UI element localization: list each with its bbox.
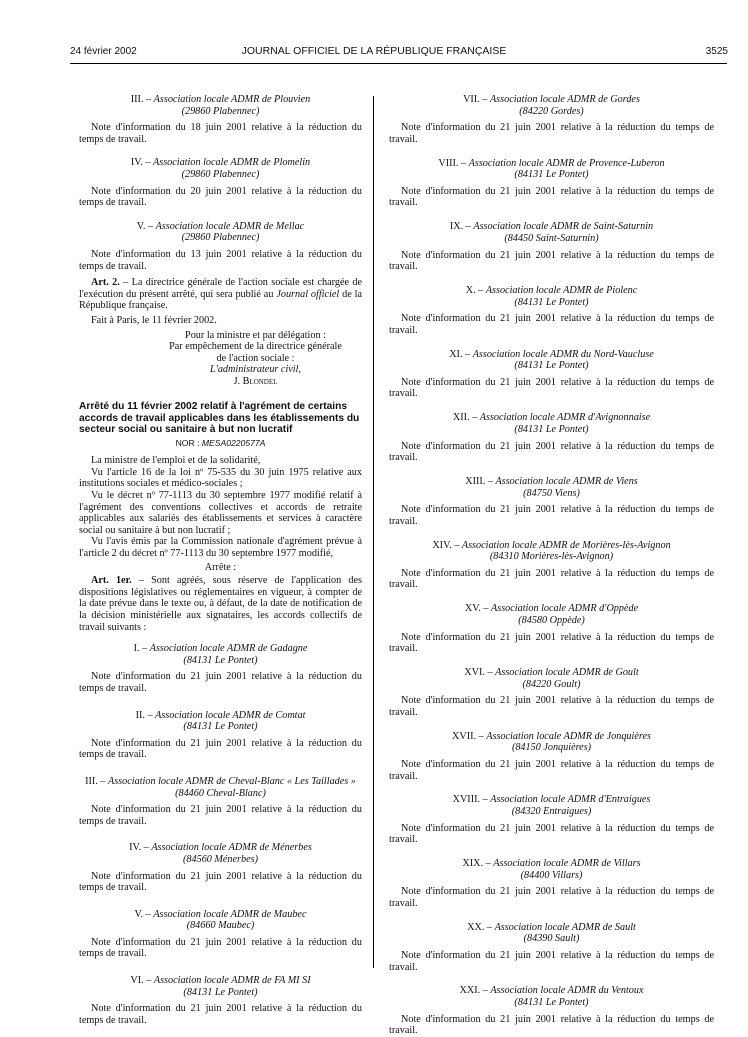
entry-place: (84131 Le Pontet) xyxy=(183,986,258,998)
entry-note: Note d'information du 20 juin 2001 relative à la réduction du temps de travail. xyxy=(79,185,362,209)
entry-place: (84131 Le Pontet) xyxy=(514,360,589,372)
header-date: 24 février 2002 xyxy=(70,46,137,57)
list-item xyxy=(79,643,362,694)
entry-note: Note d'information du 18 juin 2001 relative à la réduction du temps de travail. xyxy=(79,122,362,145)
journal-title: JOURNAL OFFICIEL DE LA RÉPUBLIQUE FRANÇAISE xyxy=(241,45,507,57)
entry-place: (84220 Gordes) xyxy=(519,105,584,117)
page-number: 3525 xyxy=(705,46,728,57)
entry-place: (84131 Le Pontet) xyxy=(514,997,589,1008)
list-item xyxy=(79,776,362,827)
list-item xyxy=(389,603,714,654)
list-item xyxy=(389,731,714,782)
arrete-p4: Vu l'avis émis par la Commission nationale d'agrément prévue à l'article 2 du décret nº 77-1113 du 30 septembre 1977 modifié, xyxy=(79,536,362,560)
arrete-p1: La ministre de l'emploi et de la solidarité, xyxy=(91,455,261,467)
entry-note: Note d'information du 21 juin 2001 relative à la réduction du temps de travail. xyxy=(389,313,714,336)
entry-heading: XX. – Association locale ADMR de Sault xyxy=(467,921,636,933)
entry-heading: VII. – Association locale ADMR de Gordes xyxy=(463,94,640,105)
entry-heading: XI. – Association locale ADMR du Nord-Vaucluse xyxy=(449,348,654,360)
entry-heading: X. – Association locale ADMR de Piolenc xyxy=(465,285,638,297)
entry-heading: XIX. – Association locale ADMR de Villars xyxy=(462,858,641,870)
entry-note: Note d'information du 21 juin 2001 relative à la réduction du temps de travail. xyxy=(389,440,714,464)
entry-place: (84450 Saint-Saturnin) xyxy=(504,232,599,244)
entry-place: (84220 Goult) xyxy=(522,678,581,690)
page-header xyxy=(20,40,728,56)
entry-note: Note d'information du 21 juin 2001 relative à la réduction du temps de travail. xyxy=(79,936,362,960)
entry-heading: III. – Association locale ADMR de Plouvien xyxy=(130,94,311,105)
entry-heading: XV. – Association locale ADMR d'Oppède xyxy=(464,603,639,615)
entry-place: (84400 Villars) xyxy=(520,869,583,881)
entry-heading: XII. – Association locale ADMR d'Avignonnaise xyxy=(452,412,651,424)
list-item xyxy=(79,221,362,272)
list-item xyxy=(79,94,362,145)
entry-place: (84460 Cheval-Blanc) xyxy=(175,787,266,799)
list-item xyxy=(389,922,714,973)
entry-note: Note d'information du 21 juin 2001 relative à la réduction du temps de travail. xyxy=(79,1003,362,1026)
left-bottom-entries xyxy=(79,643,362,1026)
done-at: Fait à Paris, le 11 février 2002. xyxy=(91,314,217,326)
list-item xyxy=(79,710,362,761)
entry-note: Note d'information du 21 juin 2001 relative à la réduction du temps de travail. xyxy=(389,695,714,718)
entry-heading: XIII. – Association locale ADMR de Viens xyxy=(465,476,638,488)
list-item xyxy=(389,794,714,845)
entry-place: (84131 Le Pontet) xyxy=(514,296,589,308)
arrete-p3: Vu le décret nº 77-1113 du 30 septembre 1977 modifié relatif à l'agrément des conventions collectives et accords de retraite applicables aux salariés des établissements et services à caractère social ou sanitaire à but non lucratif ; xyxy=(79,490,362,536)
entry-note: Note d'information du 21 juin 2001 relative à la réduction du temps de travail. xyxy=(389,886,714,909)
header-rule xyxy=(70,63,727,64)
entry-heading: IX. – Association locale ADMR de Saint-Saturnin xyxy=(449,221,654,233)
right-column xyxy=(389,94,714,1037)
list-item xyxy=(79,975,362,1026)
entry-heading: VIII. – Association locale ADMR de Provence-Luberon xyxy=(438,157,665,169)
entry-note: Note d'information du 21 juin 2001 relative à la réduction du temps de travail. xyxy=(389,249,714,273)
article-2: Art. 2. – La directrice générale de l'action sociale est chargée de l'exécution du présent arrêté, qui sera publié au Journal officiel de la République française. xyxy=(79,277,362,312)
entry-note: Note d'information du 13 juin 2001 relative à la réduction du temps de travail. xyxy=(79,248,362,272)
entry-note: Note d'information du 21 juin 2001 relative à la réduction du temps de travail. xyxy=(389,1013,714,1037)
entry-place: (84580 Oppède) xyxy=(518,614,585,626)
entry-place: (84320 Entraigues) xyxy=(511,805,592,817)
entry-place: (29860 Plabennec) xyxy=(181,105,260,117)
entry-note: Note d'information du 21 juin 2001 relative à la réduction du temps de travail. xyxy=(389,631,714,655)
left-top-entries xyxy=(79,94,362,272)
entry-heading: XIV. – Association locale ADMR de Morières-lès-Avignon xyxy=(432,539,671,551)
entry-heading: XVI. – Association locale ADMR de Goult xyxy=(464,667,639,679)
entry-heading: V. – Association locale ADMR de Maubec xyxy=(134,908,307,920)
list-item xyxy=(79,157,362,208)
entry-place: (84310 Morières-lès-Avignon) xyxy=(489,551,614,563)
entry-place: (29860 Plabennec) xyxy=(181,168,260,180)
list-item xyxy=(389,285,714,336)
list-item xyxy=(79,842,362,893)
entry-note: Note d'information du 21 juin 2001 relative à la réduction du temps de travail. xyxy=(79,737,362,761)
entry-place: (84150 Jonquières) xyxy=(511,742,592,754)
entry-heading: II. – Association locale ADMR de Comtat xyxy=(135,709,306,721)
entry-heading: XXI. – Association locale ADMR du Ventoux xyxy=(459,985,644,997)
entry-place: (84131 Le Pontet) xyxy=(183,654,258,666)
entry-note: Note d'information du 21 juin 2001 relative à la réduction du temps de travail. xyxy=(389,758,714,782)
list-item xyxy=(389,858,714,909)
entry-note: Note d'information du 21 juin 2001 relative à la réduction du temps de travail. xyxy=(389,567,714,591)
list-item xyxy=(389,221,714,272)
entry-place: (84131 Le Pontet) xyxy=(514,169,589,181)
entry-heading: I. – Association locale ADMR de Gadagne xyxy=(133,643,308,655)
entry-note: Note d'information du 21 juin 2001 relative à la réduction du temps de travail. xyxy=(79,671,362,694)
entry-note: Note d'information du 21 juin 2001 relative à la réduction du temps de travail. xyxy=(389,949,714,973)
entry-place: (29860 Plabennec) xyxy=(181,232,260,244)
list-item xyxy=(389,412,714,463)
entry-heading: IV. – Association locale ADMR de Plomelin xyxy=(130,157,311,169)
list-item xyxy=(389,158,714,209)
entry-heading: XVIII. – Association locale ADMR d'Entraigues xyxy=(452,794,651,806)
left-column xyxy=(79,94,362,1026)
list-item xyxy=(79,909,362,960)
entry-note: Note d'information du 21 juin 2001 relative à la réduction du temps de travail. xyxy=(389,822,714,846)
entry-place: (84390 Sault) xyxy=(523,933,580,945)
entry-place: (84131 Le Pontet) xyxy=(514,423,589,435)
article-1: Art. 1er. – Sont agréés, sous réserve de l'application des dispositions législatives ou réglementaires en vigueur, à compter de la date prévue dans le texte ou, à défaut, de la date de notification de la décision ministérielle aux signataires, les accords collectifs de travail suivants : xyxy=(79,575,362,633)
entry-heading: III. – Association locale ADMR de Cheval-Blanc « Les Taillades » xyxy=(85,775,356,787)
column-divider xyxy=(373,96,374,968)
list-item xyxy=(389,985,714,1036)
entry-note: Note d'information du 21 juin 2001 relative à la réduction du temps de travail. xyxy=(79,804,362,827)
list-item xyxy=(389,94,714,145)
list-item xyxy=(389,540,714,591)
entry-note: Note d'information du 21 juin 2001 relative à la réduction du temps de travail. xyxy=(389,185,714,209)
entry-heading: V. – Association locale ADMR de Mellac xyxy=(136,220,305,232)
arrete-p2: Vu l'article 16 de la loi nº 75-535 du 30 juin 1975 relative aux institutions sociales et médico-sociales ; xyxy=(79,466,362,490)
list-item xyxy=(389,349,714,400)
right-entries xyxy=(389,94,714,1037)
entry-note: Note d'information du 21 juin 2001 relative à la réduction du temps de travail. xyxy=(389,504,714,527)
arrete-word: Arrête : xyxy=(204,561,237,573)
entry-heading: XVII. – Association locale ADMR de Jonquières xyxy=(452,730,651,742)
entry-heading: VI. – Association locale ADMR de FA MI SI xyxy=(130,975,311,987)
signature-block: Pour la ministre et par délégation : Par empêchement de la directrice générale de l'action sociale : L'administrateur civil, J. Blondel xyxy=(169,329,342,387)
entry-place: (84660 Maubec) xyxy=(186,920,255,932)
entry-place: (84131 Le Pontet) xyxy=(183,721,258,733)
entry-heading: IV. – Association locale ADMR de Ménerbes xyxy=(129,842,312,854)
list-item xyxy=(389,667,714,718)
entry-note: Note d'information du 21 juin 2001 relative à la réduction du temps de travail. xyxy=(79,870,362,894)
entry-note: Note d'information du 21 juin 2001 relative à la réduction du temps de travail. xyxy=(389,122,714,145)
nor-reference: NOR : MESA0220577A xyxy=(175,437,266,448)
arrete-title: Arrêté du 11 février 2002 relatif à l'agrément de certains accords de travail applicables dans les établissements du secteur social ou sanitaire à but non lucratif xyxy=(79,401,360,436)
entry-place: (84750 Viens) xyxy=(523,487,580,499)
entry-place: (84560 Ménerbes) xyxy=(183,853,258,865)
list-item xyxy=(389,476,714,527)
entry-note: Note d'information du 21 juin 2001 relative à la réduction du temps de travail. xyxy=(389,376,714,400)
